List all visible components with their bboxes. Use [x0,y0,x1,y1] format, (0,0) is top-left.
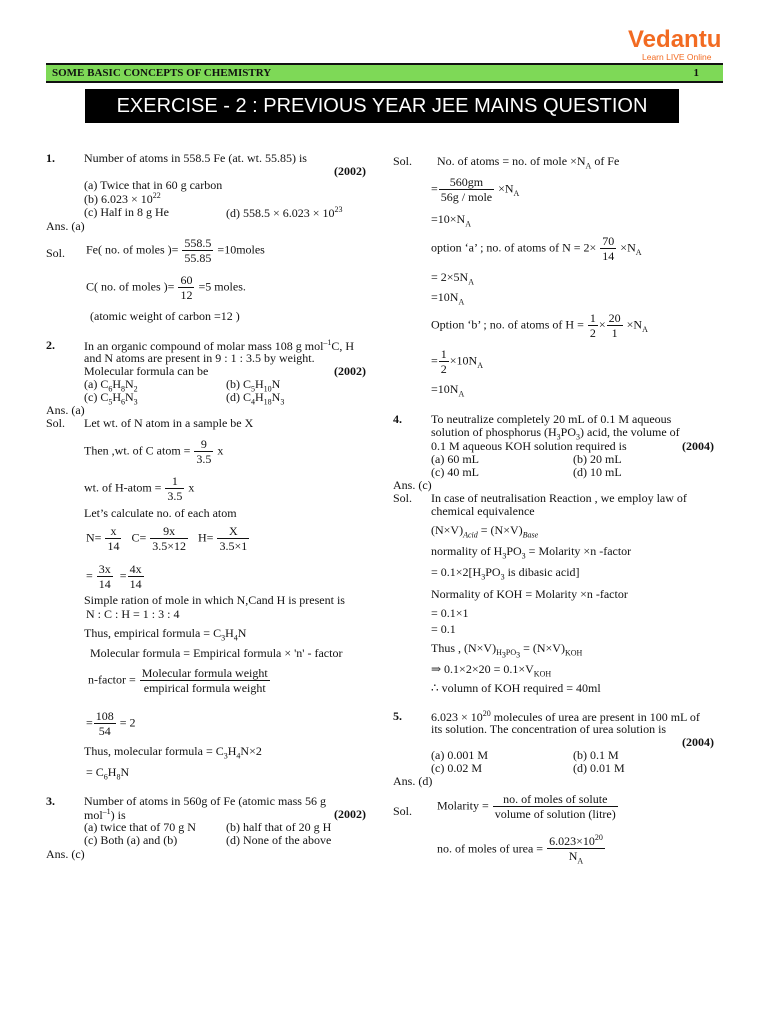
q3-sol-line6: $=10N_A$ [431,290,465,307]
q2-sol-line2: Then ,wt. of C atom = $\frac{9}{3.5}$ x [84,437,224,467]
q3-answer: Ans. (c) [46,847,85,861]
q3-option-b: (b) half that of 20 g H [226,820,332,834]
logo-text: Vedantu [628,26,722,53]
q3-text-line1: Number of atoms in 560g of Fe (atomic mass 56 g [84,794,326,808]
q4-option-b: (b) 20 mL [573,452,622,466]
q4-sol-line6: Normality of KOH = Molarity ×n -factor [431,587,628,601]
q4-answer: Ans. (c) [393,478,432,492]
q4-text-line3: 0.1 M aqueous KOH solution required is [431,439,627,453]
q2-option-a: (a) $C_6H_8N_2$ [84,377,138,394]
q1-number: 1. [46,151,55,165]
q4-sol-line3: $(N\times V)_{Acid} = (N\times V)_{Base}$ [431,523,539,540]
q2-sol-line1: Let wt. of N atom in a sample be X [84,416,254,430]
q3-sol-line3: $=10\times N_A$ [431,212,471,229]
q2-sol-line4: Let’s calculate no. of each atom [84,506,237,520]
q2-text-line1: In an organic compound of molar mass 108 g mol$^{-1}$C, H [84,338,355,353]
q1-answer: Ans. (a) [46,219,85,233]
q4-option-d: (d) 10 mL [573,465,622,479]
q4-sol-line8: = 0.1 [431,622,456,636]
q3-sol-line9: $=10N_A$ [431,382,465,399]
q5-text-line2: its solution. The concentration of urea solution is [431,722,667,736]
q4-sol-line2: chemical equivalence [431,504,535,518]
q2-sol-line6: = $\frac{3x}{14}$ = $\frac{4x}{14}$ [86,562,142,592]
q4-sol-line4: normality of $H_3PO_3$ = Molarity ×n -factor [431,544,632,561]
q3-sol-line2: = $\frac{560gm}{\text{56g / mole}}$ $\times N_A$ [431,175,520,205]
q2-sol-line13: Thus, molecular formula = $C_3H_4N\times 2$ [84,744,262,761]
q2-text-line3: Molecular formula can be [84,364,209,378]
q3-option-a: (a) twice that of 70 g N [84,820,196,834]
q1-option-c: (c) Half in 8 g He [84,205,169,219]
q2-option-b: (b) $C_5H_{10}N$ [226,377,281,394]
q3-sol-line8: = $\frac{1}{2}$ $\times 10N_A$ [431,347,483,377]
q1-sol-line2: C( no. of moles )= $\frac{60}{12}$ =5 moles. [86,273,246,303]
chapter-bar [46,63,723,83]
q2-number: 2. [46,338,55,352]
q2-sol-line12: = $\frac{108}{54}$ = 2 [86,709,136,739]
q1-option-a: (a) Twice that in 60 g carbon [84,178,223,192]
q5-number: 5. [393,709,402,723]
q3-sol-line7: Option ‘b’ ; no. of atoms of H = $\frac{1}{2}$ × $\frac{20}{1}$ $\times N_A$ [431,311,648,341]
q3-number: 3. [46,794,55,808]
q3-option-d: (d) None of the above [226,833,332,847]
q4-sol-line9: Thus , $(N\times V)_{H_3PO_3} = (N\times V)_{KOH}$ [431,641,583,660]
q5-year: (2004) [682,735,714,749]
q2-sol-line3: wt. of H-atom = $\frac{1}{3.5}$ x [84,474,195,504]
q5-text-line1: $6.023 \times 10^{20}$ molecules of urea are present in 100 mL of [431,709,700,724]
q3-option-c: (c) Both (a) and (b) [84,833,178,847]
q2-year: (2002) [334,364,366,378]
q3-sol-label: Sol. [393,154,413,168]
q1-sol-line1: Fe( no. of moles )= $\frac{558.5}{55.85}$ =10moles [86,236,265,266]
logo-tagline: Learn LIVE Online [642,52,712,62]
q5-sol-line1: Molarity = $\frac{\text{no. of moles of solute}}{\text{volume of solution (litre)}}$ [437,792,616,822]
q1-sol-line3: (atomic weight of carbon =12 ) [90,309,240,323]
q4-sol-line1: In case of neutralisation Reaction , we employ law of [431,491,687,505]
q4-year: (2004) [682,439,714,453]
q3-sol-line1: No. of atoms = no. of mole $\times N_A$ of Fe [437,154,620,171]
q2-text-line2: and N atoms are present in 9 : 1 : 3.5 by weight. [84,351,315,365]
chapter-title: SOME BASIC CONCEPTS OF CHEMISTRY [52,67,272,79]
q1-option-b: (b) $6.023 \times 10^{22}$ [84,191,161,206]
q2-sol-line9: Thus, empirical formula = $C_3H_4N$ [84,626,247,643]
q1-text: Number of atoms in 558.5 Fe (at. wt. 55.85) is [84,151,307,165]
q4-sol-line7: = 0.1×1 [431,606,469,620]
q5-sol-line2: no. of moles of urea = $\frac{6.023\times 10^{20}}{N_A}$ [437,833,603,866]
q2-option-d: (d) $C_4H_{18}N_3$ [226,390,285,407]
q4-option-a: (a) 60 mL [431,452,479,466]
q2-sol-line10: Molecular formula = Empirical formula × 'n' - factor [90,646,343,660]
page-number: 1 [693,67,699,79]
q2-answer: Ans. (a) [46,403,85,417]
q3-sol-line5: = $2\times 5N_A$ [431,270,474,287]
q4-sol-line10: ⇒ $0.1\times 2\times 20 = 0.1\times V_{KOH}$ [431,662,552,679]
q2-sol-line14: = $C_6H_8N$ [86,765,130,782]
q5-option-b: (b) 0.1 M [573,748,619,762]
q1-option-d: (d) $558.5 \times 6.023 \times 10^{23}$ [226,205,343,220]
q2-option-c: (c) $C_5H_6N_3$ [84,390,138,407]
q4-text-line1: To neutralize completely 20 mL of 0.1 M aqueous [431,412,672,426]
q3-text-line2: mol$^{-1}$) is [84,807,126,822]
q5-option-d: (d) 0.01 M [573,761,625,775]
q2-sol-line7: Simple ration of mole in which N,Cand H is present is [84,593,345,607]
q4-number: 4. [393,412,402,426]
q2-sol-line5: N= $\frac{x}{14}$ C= $\frac{9x}{3.5\times 12}$ H= $\frac{X}{3.5\times 1}$ [86,524,248,554]
exercise-title: EXERCISE - 2 : PREVIOUS YEAR JEE MAINS QUESTION [85,89,679,123]
q4-text-line2: solution of phosphorus $(H_3PO_3)$ acid, the volume of [431,425,680,442]
q3-sol-line4: option ‘a’ ; no. of atoms of N = 2× $\frac{70}{14}$ $\times N_A$ [431,234,642,264]
q5-answer: Ans. (d) [393,774,433,788]
q4-option-c: (c) 40 mL [431,465,479,479]
q2-sol-label: Sol. [46,416,66,430]
q4-sol-line5: = $0.1\times 2[H_3PO_3$ is dibasic acid] [431,565,580,582]
q2-sol-line11: n-factor = $\frac{\text{Molecular formula weight}}{\text{empirical formula weight}}$ [88,666,268,696]
q1-year: (2002) [334,164,366,178]
vedantu-logo [628,26,728,66]
q4-sol-label: Sol. [393,491,413,505]
q5-option-c: (c) 0.02 M [431,761,482,775]
q4-sol-line11: ∴ volumn of KOH required = 40ml [431,681,601,695]
q5-sol-label: Sol. [393,804,413,818]
q3-year: (2002) [334,807,366,821]
q5-option-a: (a) 0.001 M [431,748,488,762]
q1-sol-label: Sol. [46,246,66,260]
q2-sol-line8: N : C : H = 1 : 3 : 4 [86,607,180,621]
